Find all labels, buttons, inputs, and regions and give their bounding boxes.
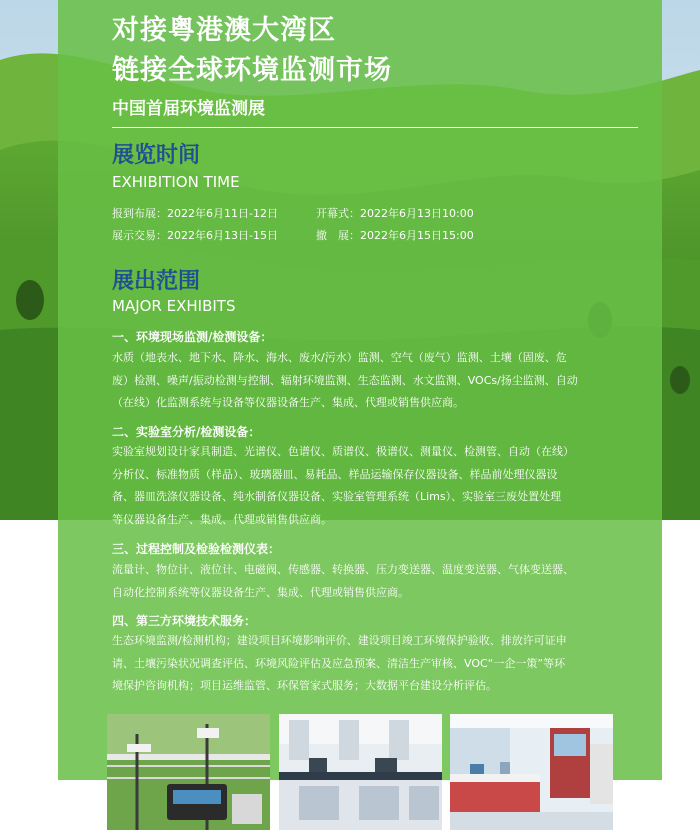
exhibition-time-heading-en: EXHIBITION TIME <box>112 173 240 191</box>
title-line-1: 对接粤港澳大湾区 <box>112 15 336 46</box>
text-line: 分析仪、标准物质（样品）、玻璃器皿、易耗品、样品运输保存仪器设备、样品前处理仪器设 <box>112 467 558 481</box>
category-1-text <box>112 347 612 415</box>
category-3-title: 三、过程控制及检验检测仪表： <box>112 542 281 556</box>
text-line: 备、器皿洗涤仪器设备、纯水制备仪器设备、实验室管理系统（Lims）、实验室三废处置处理 <box>112 490 562 503</box>
text-line: 水质（地表水、地下水、降水、海水、废水/污水）监测、空气（废气）监测、土壤（固废、危 <box>112 351 567 364</box>
title-line-2: 链接全球环境监测市场 <box>112 55 392 86</box>
category-3-text <box>112 559 612 604</box>
text-line: 实验室规划设计家具制造、光谱仪、色谱仪、质谱仪、极谱仪、测量仪、检测管、自动（在线） <box>112 445 574 458</box>
photo-laboratory-fume-hoods <box>279 714 442 830</box>
text-line: 生态环境监测/检测机构；建设项目环境影响评价、建设项目竣工环境保护验收、排放许可证申 <box>112 634 567 647</box>
text-line: 等仪器设备生产、集成、代理或销售供应商。 <box>112 512 332 526</box>
time-trading: 展示交易：2022年6月13日-15日 <box>112 229 278 242</box>
category-1-title: 一、环境现场监测/检测设备： <box>112 330 273 344</box>
photo-field-monitoring-equipment <box>107 714 270 830</box>
exhibits-heading-cn: 展出范围 <box>112 269 201 294</box>
subtitle: 中国首届环境监测展 <box>112 99 265 119</box>
exhibition-time-heading-cn: 展览时间 <box>112 143 201 168</box>
category-4-text <box>112 630 612 698</box>
time-opening: 开幕式：2022年6月13日10:00 <box>316 207 474 220</box>
text-line: 废）检测、噪声/振动检测与控制、辐射环境监测、生态监测、水文监测、VOCs/扬尘监测、自动 <box>112 373 578 387</box>
text-line: （在线）化监测系统与设备等仪器设备生产、集成、代理或销售供应商。 <box>112 396 464 409</box>
time-teardown: 撤 展：2022年6月15日15:00 <box>316 229 474 242</box>
time-checkin: 报到布展：2022年6月11日-12日 <box>112 207 278 220</box>
text-line: 境保护咨询机构；项目运维监管、环保管家式服务；大数据平台建设分析评估。 <box>112 679 497 692</box>
text-line: 请、土壤污染状况调查评估、环境风险评估及应急预案、清洁生产审核、VOC“一企一策”等环 <box>112 656 566 670</box>
photo-laboratory-room <box>450 714 613 830</box>
category-4-title: 四、第三方环境技术服务： <box>112 614 257 628</box>
exhibits-heading-en: MAJOR EXHIBITS <box>112 297 236 315</box>
text-line: 自动化控制系统等仪器设备生产、集成、代理或销售供应商。 <box>112 585 409 599</box>
text-line: 流量计、物位计、液位计、电磁阀、传感器、转换器、压力变送器、温度变送器、气体变送器、 <box>112 563 574 576</box>
category-2-text <box>112 441 612 531</box>
divider-rule <box>112 127 638 128</box>
category-2-title: 二、实验室分析/检测设备： <box>112 425 261 439</box>
